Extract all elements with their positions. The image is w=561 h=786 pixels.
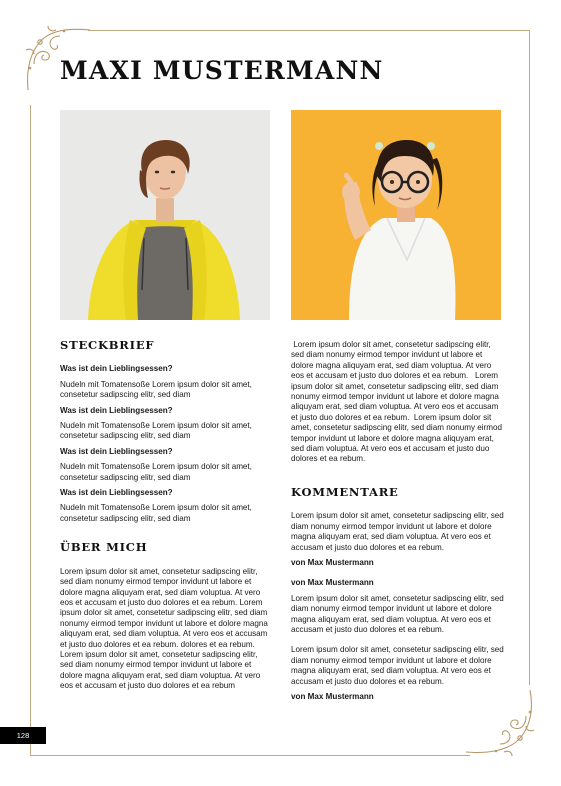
steckbrief-question: Was ist dein Lieblingsessen? [60, 446, 173, 456]
comment-author: von Max Mustermann [291, 691, 374, 701]
steckbrief-heading: STECKBRIEF [60, 338, 155, 352]
photo-girl [291, 110, 501, 320]
about-heading: ÜBER MICH [60, 540, 148, 555]
steckbrief-question: Was ist dein Lieblingsessen? [60, 488, 173, 498]
frame-line-left [30, 105, 31, 755]
comments-heading: KOMMENTARE [291, 484, 399, 499]
frame-line-top [88, 30, 530, 31]
steckbrief-answer: Nudeln mit Tomatensoße Lorem ipsum dolor sit amet, consetetur sadipscing elitr, sed diam [60, 421, 252, 441]
comment-author: von Max Mustermann [291, 578, 374, 588]
photo-woman [60, 110, 270, 320]
intro-text: Lorem ipsum dolor sit amet, consetetur sadipscing elitr, sed diam nonumy eirmod tempor invidunt ut labore et dolore magna aliquyam erat, sed diam voluptua. At vero eos et accusam et justo duo dolores et ea rebum. Lorem ipsum dolor sit amet, consetetur sadipscing elitr, sed diam nonumy eirmod tempor invidunt ut labore et dolore magna aliquyam erat, sed diam voluptua. At vero eos et accusam et justo duo dolores et ea rebum. Lorem ipsum dolor sit amet, consetetur sadipscing elitr, sed diam nonumy eirmod tempor invidunt ut labore et dolore magna aliquyam erat, sed diam voluptua. At vero eos et accusam et justo duo dolores et ea rebum. [291, 340, 505, 464]
steckbrief-question: Was ist dein Lieblingsessen? [60, 405, 173, 415]
page-number: 128 [0, 727, 46, 744]
comment-author: von Max Mustermann [291, 557, 374, 567]
comment-text: Lorem ipsum dolor sit amet, consetetur sadipscing elitr, sed diam nonumy eirmod tempor invidunt ut labore et dolore magna aliquyam erat, sed diam voluptua. At vero eos et accusam et justo duo dolores et ea rebum. [291, 511, 504, 552]
page-title: MAXI MUSTERMANN [60, 56, 384, 85]
about-text: Lorem ipsum dolor sit amet, consetetur sadipscing elitr, sed diam nonumy eirmod tempor invidunt ut labore et dolore magna aliquyam erat, sed diam voluptua. At vero eos et accusam et justo duo dolores et ea rebum. Lorem ipsum dolor sit amet, consetetur sadipscing elitr, sed diam nonumy eirmod tempor invidunt ut labore et dolore magna aliquyam erat, sed diam voluptua. At vero eos et accusam et justo duo dolores et ea rebum. dolores et ea rebum. Lorem ipsum dolor sit amet, consetetur sadipscing elitr, sed diam nonumy eirmod tempor invidunt ut labore et dolore magna aliquyam erat, sed diam voluptua. At vero eos et accusam et justo duo dolores et ea rebum [60, 566, 268, 691]
frame-line-bottom [30, 755, 470, 756]
left-column [60, 340, 272, 692]
right-column [291, 340, 506, 702]
steckbrief-answer: Nudeln mit Tomatensoße Lorem ipsum dolor sit amet, consetetur sadipscing elitr, sed diam [60, 462, 252, 482]
comment-text: Lorem ipsum dolor sit amet, consetetur sadipscing elitr, sed diam nonumy eirmod tempor invidunt ut labore et dolore magna aliquyam erat, sed diam voluptua. At vero eos et accusam et justo duo dolores et ea rebum. [291, 593, 504, 634]
frame-line-right [529, 30, 530, 685]
steckbrief-answer: Nudeln mit Tomatensoße Lorem ipsum dolor sit amet, consetetur sadipscing elitr, sed diam [60, 379, 252, 400]
steckbrief-answer: Nudeln mit Tomatensoße Lorem ipsum dolor sit amet, consetetur sadipscing elitr, sed diam [60, 503, 252, 523]
comment-text: Lorem ipsum dolor sit amet, consetetur sadipscing elitr, sed diam nonumy eirmod tempor invidunt ut labore et dolore magna aliquyam erat, sed diam voluptua. At vero eos et accusam et justo duo dolores et ea rebum. [291, 645, 504, 686]
steckbrief-question: Was ist dein Lieblingsessen? [60, 364, 173, 374]
